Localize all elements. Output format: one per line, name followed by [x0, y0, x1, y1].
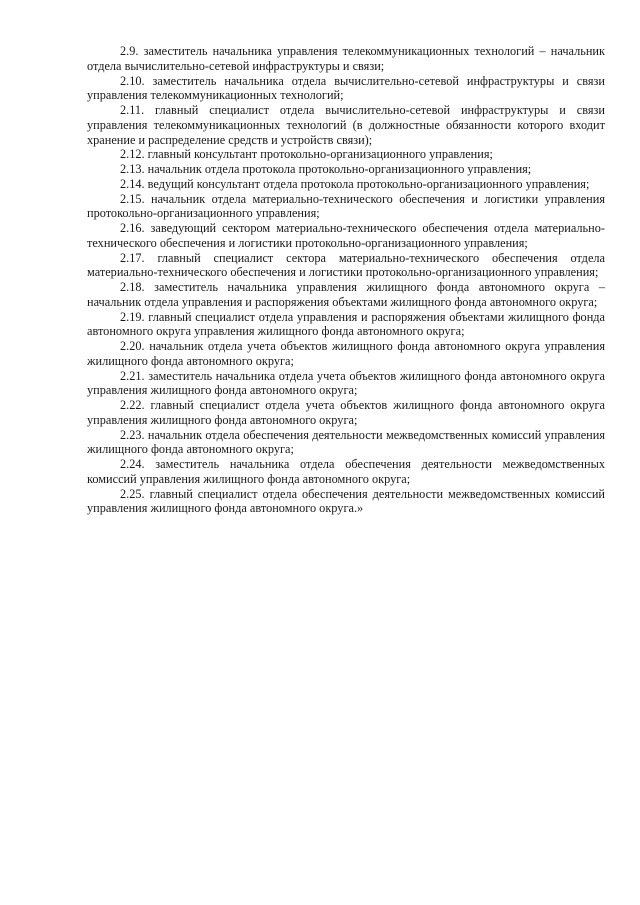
list-item-2-25: 2.25. главный специалист отдела обеспечения деятельности межведомственных комиссий управления жилищного фонда автономного округа.»: [87, 486, 605, 516]
list-item-2-23: 2.23. начальник отдела обеспечения деятельности межведомственных комиссий управления жилищного фонда автономного округа;: [87, 427, 605, 457]
list-item-2-11: 2.11. главный специалист отдела вычислительно-сетевой инфраструктуры и связи управления телекоммуникационных технологий (в должностные обязанности которого входит хранение и распределение средств и устройств связи);: [87, 103, 605, 147]
list-item-2-22: 2.22. главный специалист отдела учета объектов жилищного фонда автономного округа управления жилищного фонда автономного округа;: [87, 398, 605, 427]
list-item-2-14: 2.14. ведущий консультант отдела протокола протокольно-организационного управления;: [120, 176, 590, 191]
list-item-2-17: 2.17. главный специалист сектора материально-технического обеспечения отдела материально-технического обеспечения и логистики протокольно-организационного управления;: [87, 250, 605, 280]
list-item-2-15: 2.15. начальник отдела материально-технического обеспечения и логистики управления протокольно-организационного управления;: [87, 191, 605, 221]
document-body: [87, 44, 605, 516]
list-item-2-10: 2.10. заместитель начальника отдела вычислительно-сетевой инфраструктуры и связи управления телекоммуникационных технологий;: [87, 73, 605, 103]
list-item-2-21: 2.21. заместитель начальника отдела учета объектов жилищного фонда автономного округа управления жилищного фонда автономного округа;: [87, 368, 605, 398]
list-item-2-12: 2.12. главный консультант протокольно-организационного управления;: [120, 147, 493, 162]
list-item-2-20: 2.20. начальник отдела учета объектов жилищного фонда автономного округа управления жилищного фонда автономного округа;: [87, 339, 605, 368]
list-item-2-19: 2.19. главный специалист отдела управления и распоряжения объектами жилищного фонда автономного округа управления жилищного фонда автономного округа;: [87, 309, 605, 339]
list-item-2-18: 2.18. заместитель начальника управления жилищного фонда автономного округа – начальник отдела управления и распоряжения объектами жилищного фонда автономного округа;: [87, 280, 605, 309]
list-item-2-16: 2.16. заведующий сектором материально-технического обеспечения отдела материально-технического обеспечения и логистики протокольно-организационного управления;: [87, 221, 605, 250]
list-item-2-24: 2.24. заместитель начальника отдела обеспечения деятельности межведомственных комиссий управления жилищного фонда автономного округа;: [87, 457, 605, 486]
list-item-2-9: 2.9. заместитель начальника управления телекоммуникационных технологий – начальник отдела вычислительно-сетевой инфраструктуры и связи;: [87, 44, 605, 73]
list-item-2-13: 2.13. начальник отдела протокола протокольно-организационного управления;: [120, 162, 532, 176]
